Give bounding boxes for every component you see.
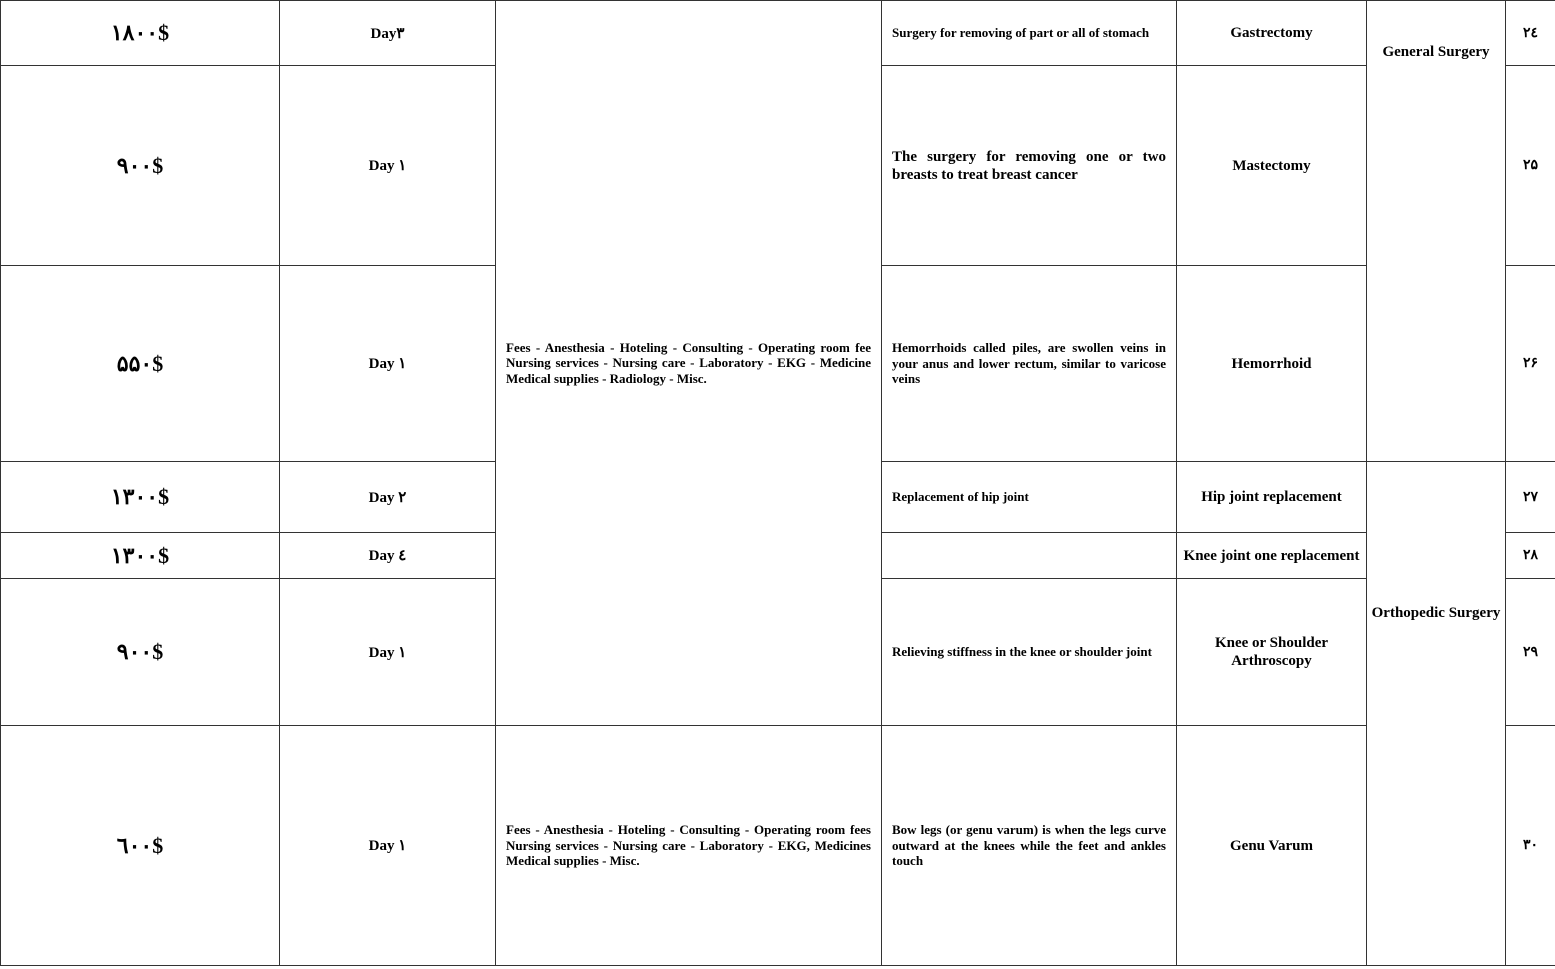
table-row bbox=[1, 1, 1555, 66]
price-cell: ۹۰۰$ bbox=[1, 66, 280, 266]
services-cell: Fees - Anesthesia - Hoteling - Consulting - Operating room fee Nursing services - Nursing care - Laboratory - EKG - Medicine Medical supplies - Radiology - Misc. bbox=[496, 1, 882, 726]
price-cell: ۱۳۰۰$ bbox=[1, 462, 280, 533]
price-cell: ۵۵۰$ bbox=[1, 266, 280, 462]
description-cell: The surgery for removing one or two breasts to treat breast cancer bbox=[882, 66, 1177, 266]
stay-cell: Day ۱ bbox=[280, 579, 496, 726]
procedure-cell: Gastrectomy bbox=[1177, 1, 1367, 66]
row-number-cell: ۲٤ bbox=[1506, 1, 1555, 66]
stay-cell: Day ۱ bbox=[280, 66, 496, 266]
procedure-cell: Knee or Shoulder Arthroscopy bbox=[1177, 579, 1367, 726]
row-number-cell: ۳۰ bbox=[1506, 726, 1555, 966]
description-cell: Replacement of hip joint bbox=[882, 462, 1177, 533]
procedure-cell: Mastectomy bbox=[1177, 66, 1367, 266]
price-cell: ۱۳۰۰$ bbox=[1, 533, 280, 579]
description-cell: Relieving stiffness in the knee or shoulder joint bbox=[882, 579, 1177, 726]
services-cell: Fees - Anesthesia - Hoteling - Consulting - Operating room fees Nursing services - Nursing care - Laboratory - EKG, Medicines Medical supplies - Misc. bbox=[496, 726, 882, 966]
row-number-cell: ۲۸ bbox=[1506, 533, 1555, 579]
stay-cell: Day ٤ bbox=[280, 533, 496, 579]
stay-cell: Day ۲ bbox=[280, 462, 496, 533]
stay-cell: Day۳ bbox=[280, 1, 496, 66]
procedure-cell: Hip joint replacement bbox=[1177, 462, 1367, 533]
procedure-cell: Genu Varum bbox=[1177, 726, 1367, 966]
category-cell-general-surgery: General Surgery bbox=[1367, 1, 1506, 462]
stay-cell: Day ۱ bbox=[280, 726, 496, 966]
description-cell: Bow legs (or genu varum) is when the legs curve outward at the knees while the feet and ankles touch bbox=[882, 726, 1177, 966]
procedure-cell: Hemorrhoid bbox=[1177, 266, 1367, 462]
row-number-cell: ۲۷ bbox=[1506, 462, 1555, 533]
row-number-cell: ۲۹ bbox=[1506, 579, 1555, 726]
price-cell: ۱۸۰۰$ bbox=[1, 1, 280, 66]
description-cell: Surgery for removing of part or all of stomach bbox=[882, 1, 1177, 66]
table-row bbox=[1, 726, 1555, 966]
row-number-cell: ۲۵ bbox=[1506, 66, 1555, 266]
price-cell: ٦۰۰$ bbox=[1, 726, 280, 966]
procedure-cell: Knee joint one replacement bbox=[1177, 533, 1367, 579]
description-cell: Hemorrhoids called piles, are swollen veins in your anus and lower rectum, similar to varicose veins bbox=[882, 266, 1177, 462]
description-cell bbox=[882, 533, 1177, 579]
row-number-cell: ۲۶ bbox=[1506, 266, 1555, 462]
category-cell-orthopedic-surgery: Orthopedic Surgery bbox=[1367, 462, 1506, 966]
stay-cell: Day ۱ bbox=[280, 266, 496, 462]
price-cell: ۹۰۰$ bbox=[1, 579, 280, 726]
